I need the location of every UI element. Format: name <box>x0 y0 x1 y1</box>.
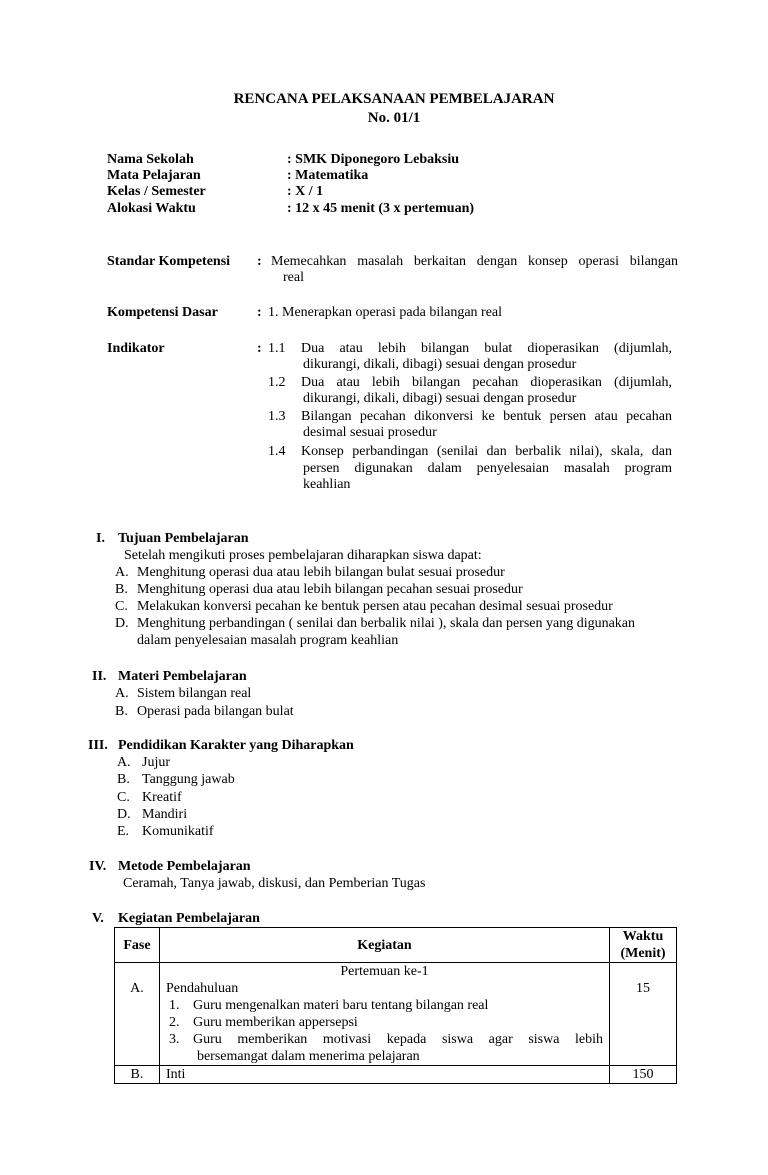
indikator-number: 1.2 <box>268 375 286 390</box>
header-waktu <box>610 928 677 963</box>
identity-value: : SMK Diponegoro Lebaksiu <box>287 152 460 167</box>
indikator-text: persen digunakan dalam penyelesaian masalah program <box>303 461 672 476</box>
list-item: Menghitung perbandingan ( senilai dan berbalik nilai ), skala dan persen yang digunakan <box>137 616 636 631</box>
indikator-label: Indikator <box>107 341 165 356</box>
standar-label: Standar Kompetensi <box>107 254 231 269</box>
fase-cell: B. <box>115 1066 160 1084</box>
header-kegiatan: Kegiatan <box>159 928 609 963</box>
step-number: 2. <box>168 1015 180 1030</box>
list-letter: D. <box>117 807 131 822</box>
indikator-text: dikurangi, dikali, dibagi) sesuai dengan prosedur <box>303 357 577 372</box>
time-cell: 150 <box>610 1066 677 1084</box>
list-item: Melakukan konversi pecahan ke bentuk persen atau pecahan desimal sesuai prosedur <box>137 599 613 614</box>
identity-label: Nama Sekolah <box>107 152 194 167</box>
indikator-number: 1.3 <box>268 409 286 424</box>
meeting-label: Pertemuan ke-1 <box>340 964 429 979</box>
indikator-text: Dua atau lebih bilangan bulat dioperasikan (dijumlah, <box>301 341 672 356</box>
list-item: Menghitung operasi dua atau lebih bilangan bulat sesuai prosedur <box>137 565 505 580</box>
step-text-continuation: bersemangat dalam menerima pelajaran <box>196 1049 420 1064</box>
section-title: Kegiatan Pembelajaran <box>118 911 260 926</box>
step-text: Guru memberikan appersepsi <box>192 1015 358 1030</box>
section-number: III. <box>88 738 108 753</box>
indikator-number: 1.4 <box>268 444 286 459</box>
section-number: IV. <box>89 859 107 874</box>
list-item: Jujur <box>142 755 170 770</box>
list-item: Menghitung operasi dua atau lebih bilangan pecahan sesuai prosedur <box>137 582 523 597</box>
indikator-text: Konsep perbandingan (senilai dan berbalik nilai), skala, dan <box>301 444 672 459</box>
list-item: Tanggung jawab <box>142 772 235 787</box>
activity-step <box>166 1014 603 1031</box>
kegiatan-table <box>114 927 677 1084</box>
step-text: Guru mengenalkan materi baru tentang bilangan real <box>192 998 489 1013</box>
indikator-text: Dua atau lebih bilangan pecahan dioperasikan (dijumlah, <box>301 375 672 390</box>
list-letter: C. <box>115 599 128 614</box>
standar-text-line2: real <box>283 270 304 285</box>
kompetensi-colon: : <box>257 305 262 320</box>
identity-value: : 12 x 45 menit (3 x pertemuan) <box>287 201 475 216</box>
list-letter: C. <box>117 790 130 805</box>
section-number: II. <box>92 669 107 684</box>
time-cell: 15 <box>610 963 677 1066</box>
section-title: Materi Pembelajaran <box>118 669 247 684</box>
phase-title: Pendahuluan <box>165 981 239 996</box>
kegiatan-cell: Inti <box>159 1066 609 1084</box>
section-title: Tujuan Pembelajaran <box>118 531 249 546</box>
step-text: Guru memberikan motivasi kepada siswa agar siswa lebih <box>192 1032 604 1047</box>
list-letter: B. <box>117 772 130 787</box>
section-number: V. <box>92 911 104 926</box>
standar-colon: : <box>257 254 262 269</box>
section-number: I. <box>96 531 105 546</box>
header-waktu-line2: (Menit) <box>620 946 666 961</box>
indikator-number: 1.1 <box>268 341 286 356</box>
indikator-text: desimal sesuai prosedur <box>303 425 437 440</box>
kompetensi-label: Kompetensi Dasar <box>107 305 218 320</box>
standar-text-line1: Memecahkan masalah berkaitan dengan konsep operasi bilangan <box>271 254 678 269</box>
section-text: Ceramah, Tanya jawab, diskusi, dan Pemberian Tugas <box>123 876 426 891</box>
list-item: Mandiri <box>142 807 188 822</box>
fase-cell: A. <box>115 963 160 1066</box>
identity-label: Mata Pelajaran <box>107 168 201 183</box>
list-letter: E. <box>117 824 130 839</box>
list-letter: B. <box>115 582 128 597</box>
indikator-colon: : <box>257 341 262 356</box>
step-number: 1. <box>168 998 180 1013</box>
table-row-pendahuluan <box>115 963 677 1066</box>
indikator-text: keahlian <box>303 477 351 492</box>
list-item: Kreatif <box>142 790 182 805</box>
header-fase: Fase <box>115 928 160 963</box>
table-row-inti <box>115 1066 677 1084</box>
identity-value: : Matematika <box>287 168 369 183</box>
list-letter: A. <box>115 686 129 701</box>
kegiatan-cell <box>159 963 609 1066</box>
section-intro: Setelah mengikuti proses pembelajaran diharapkan siswa dapat: <box>124 548 482 563</box>
step-number: 3. <box>168 1032 180 1047</box>
list-letter: B. <box>115 704 128 719</box>
identity-value: : X / 1 <box>287 184 324 199</box>
list-letter: A. <box>117 755 131 770</box>
list-item: Sistem bilangan real <box>137 686 252 701</box>
list-letter: A. <box>115 565 129 580</box>
list-item-continuation: dalam penyelesaian masalah program keahlian <box>137 633 399 648</box>
document-title: RENCANA PELAKSANAAN PEMBELAJARAN <box>233 91 555 107</box>
list-item: Komunikatif <box>142 824 214 839</box>
section-title: Pendidikan Karakter yang Diharapkan <box>118 738 354 753</box>
kompetensi-text: 1. Menerapkan operasi pada bilangan real <box>268 305 503 320</box>
header-waktu-line1: Waktu <box>622 929 664 944</box>
indikator-text: Bilangan pecahan dikonversi ke bentuk persen atau pecahan <box>301 409 672 424</box>
list-letter: D. <box>115 616 129 631</box>
indikator-text: dikurangi, dikali, dibagi) sesuai dengan prosedur <box>303 391 577 406</box>
section-title: Metode Pembelajaran <box>118 859 251 874</box>
identity-label: Kelas / Semester <box>107 184 206 199</box>
identity-label: Alokasi Waktu <box>107 201 196 216</box>
activity-step <box>166 997 603 1014</box>
list-item: Operasi pada bilangan bulat <box>137 704 294 719</box>
table-header-row <box>115 928 677 963</box>
document-number: No. 01/1 <box>367 110 421 126</box>
activity-step <box>166 1031 603 1048</box>
